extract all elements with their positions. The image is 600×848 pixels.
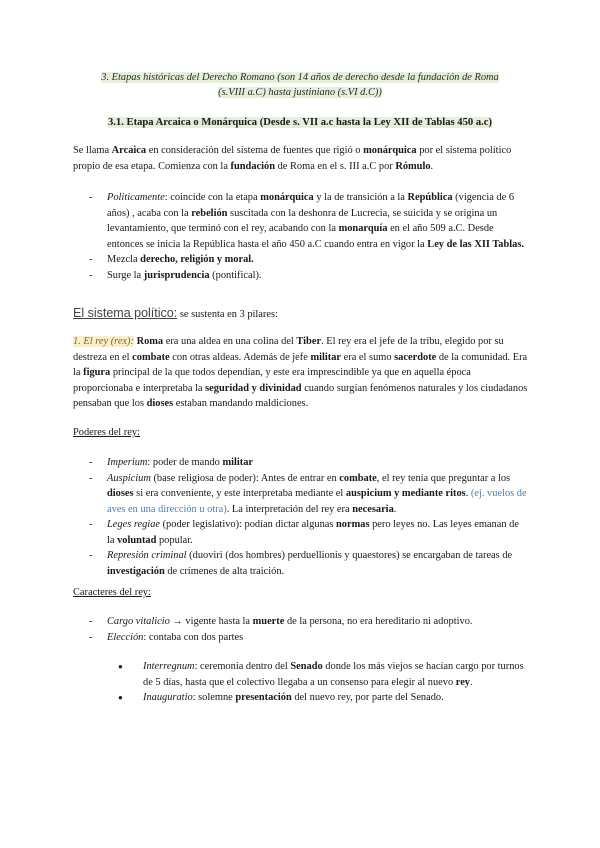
- rey-paragraph: 1. El rey (rex): Roma era una aldea en una colina del Tiber. El rey era el jefe de la tribu, elegido por su destreza en el combate con otras aldeas. Además de jefe militar era el sumo sacerdote de la comunidad. Era la figura principal de la que todos dependían, y este era imprescindible ya que en aquella época proporcionaba e interpretaba la seguridad y divinidad cuando surgían fenómenos naturales y los ciudadanos pensaban que los dioses estaban mandando maldiciones.: [73, 336, 528, 409]
- caracteres-heading: Caracteres del rey:: [73, 587, 151, 598]
- caracteres-list: [73, 614, 528, 645]
- title-line-2: (s.VIII a.C) hasta justiniano (s.VI d.C)): [218, 87, 382, 98]
- list-item-represion-criminal: - Represión criminal (duoviri (dos hombres) perduellionis y quaestores) se encargaban de tareas de investigación de crímenes de alta traición.: [73, 548, 528, 579]
- list-item-inauguratio: ● Inauguratio: solemne presentación del nuevo rey, por parte del Senado.: [73, 690, 528, 706]
- list-item-leges-regiae: - Leges regiae (poder legislativo): podían dictar algunas normas pero leyes no. Las leyes emanan de la voluntad popular.: [73, 517, 528, 548]
- sistema-politico-heading: El sistema político: se sustenta en 3 pilares:: [73, 306, 278, 320]
- list-item-cargo-vitalicio: - Cargo vitalicio → vigente hasta la muerte de la persona, no era hereditario ni adoptivo.: [73, 614, 528, 630]
- list-item-eleccion: - Elección: contaba con dos partes: [73, 630, 528, 646]
- intro-paragraph: Se llama Arcaica en consideración del sistema de fuentes que rigió o monárquica por el sistema político propio de esa etapa. Comienza con la fundación de Roma en el s. III a.C por Rómulo.: [73, 145, 512, 172]
- list-item-politicamente: - Politicamente: coincide con la etapa monárquica y la de transición a la República (vigencia de 6 años) , acaba con la rebelión suscitada con la deshonra de Lucrecia, se suicida y se origina un levantamiento, que terminó con el rey, acabando con la monarquía en el año 509 a.C. Desde entonces se inicia la República hasta el año 450 a.C cuando entra en vigor la Ley de las XII Tablas.: [73, 190, 528, 252]
- document-title: [60, 70, 540, 100]
- poderes-list: [73, 455, 528, 579]
- poderes-heading: Poderes del rey:: [73, 427, 140, 438]
- title-line-1: 3. Etapas históricas del Derecho Romano (son 14 años de derecho desde la fundación de Roma: [101, 72, 499, 83]
- list-item-imperium: - Imperium: poder de mando militar: [73, 455, 528, 471]
- list-item-auspicium: - Auspicium (base religiosa de poder): Antes de entrar en combate, el rey tenía que preguntar a los dioses si era conveniente, y este interpretaba mediante el auspicium y mediante ritos. (ej. vuelos de aves en una dirección u otra). La interpretación del rey era necesaria.: [73, 471, 528, 518]
- list-item-interregnum: ● Interregnum: ceremonia dentro del Senado donde los más viejos se hacían cargo por turnos de 5 días, hasta que el colectivo llegaba a un consenso para elegir al nuevo rey.: [73, 659, 528, 690]
- section-subtitle: 3.1. Etapa Arcaica o Monárquica (Desde s. VII a.c hasta la Ley XII de Tablas 450 a.c): [107, 117, 493, 128]
- list-item-jurisprudencia: - Surge la jurisprudencia (pontifical).: [73, 268, 528, 284]
- etapa-characteristics-list: [73, 190, 528, 283]
- list-item-mezcla: - Mezcla derecho, religión y moral.: [73, 252, 528, 268]
- rey-label: 1. El rey (rex):: [73, 336, 134, 347]
- eleccion-sublist: [73, 659, 528, 706]
